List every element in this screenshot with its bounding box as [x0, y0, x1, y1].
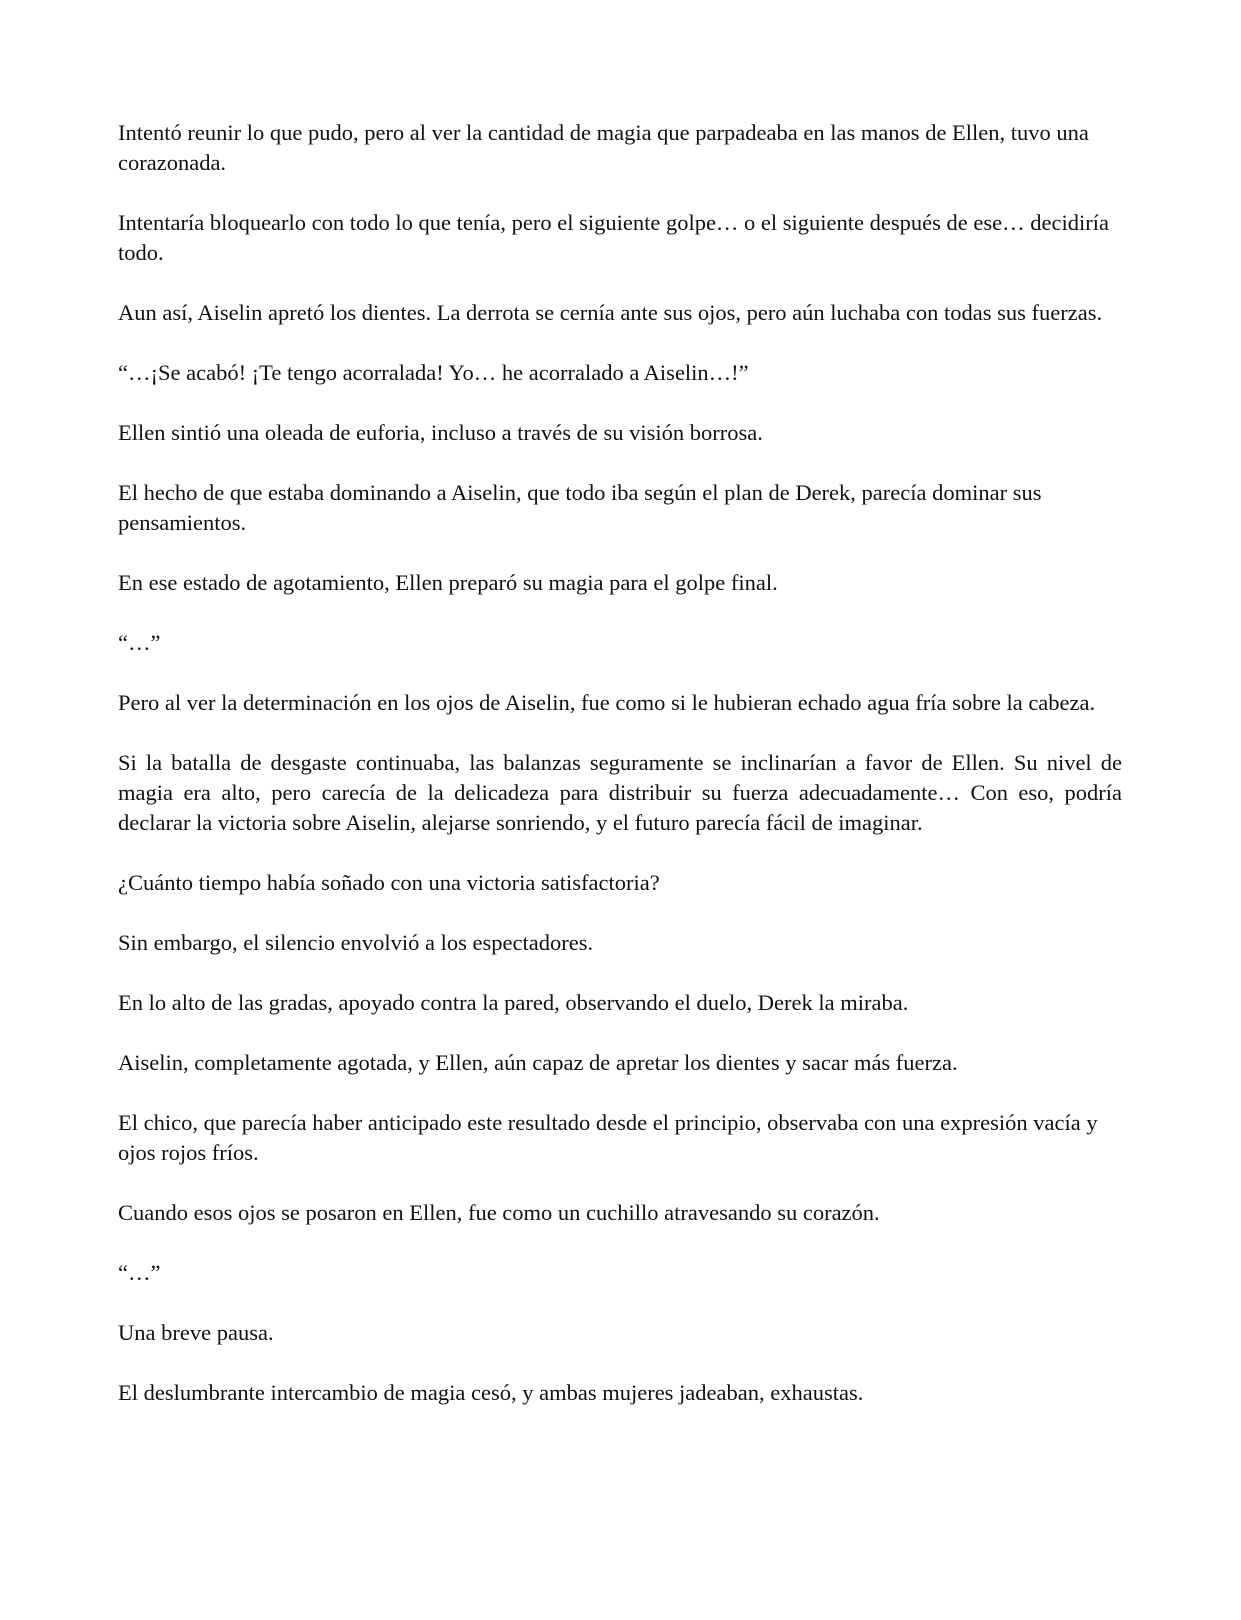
paragraph: ¿Cuánto tiempo había soñado con una victoria satisfactoria?	[118, 870, 660, 895]
paragraph: Sin embargo, el silencio envolvió a los espectadores.	[118, 930, 594, 955]
paragraph: El deslumbrante intercambio de magia cesó, y ambas mujeres jadeaban, exhaustas.	[118, 1380, 864, 1405]
dialogue-line: “…”	[118, 630, 161, 655]
paragraph: Intentaría bloquearlo con todo lo que tenía, pero el siguiente golpe… o el siguiente después de ese… decidiría todo.	[118, 210, 1109, 265]
paragraph: Cuando esos ojos se posaron en Ellen, fue como un cuchillo atravesando su corazón.	[118, 1200, 880, 1225]
dialogue-line: “…”	[118, 1260, 161, 1285]
paragraph: El hecho de que estaba dominando a Aiselin, que todo iba según el plan de Derek, parecía dominar sus pensamientos.	[118, 480, 1042, 535]
paragraph: Intentó reunir lo que pudo, pero al ver la cantidad de magia que parpadeaba en las manos de Ellen, tuvo una corazonada.	[118, 120, 1089, 175]
paragraph: Pero al ver la determinación en los ojos de Aiselin, fue como si le hubieran echado agua fría sobre la cabeza.	[118, 690, 1096, 715]
paragraph: Una breve pausa.	[118, 1320, 274, 1345]
paragraph: Aiselin, completamente agotada, y Ellen, aún capaz de apretar los dientes y sacar más fuerza.	[118, 1050, 958, 1075]
paragraph: Si la batalla de desgaste continuaba, las balanzas seguramente se inclinarían a favor de Ellen. Su nivel de magia era alto, pero carecía de la delicadeza para distribuir su fuerza adecuadamente… Con eso, podría declarar la victoria sobre Aiselin, alejarse sonriendo, y el futuro parecía fácil de imaginar.	[118, 750, 1122, 835]
paragraph: Ellen sintió una oleada de euforia, incluso a través de su visión borrosa.	[118, 420, 763, 445]
paragraph: En ese estado de agotamiento, Ellen preparó su magia para el golpe final.	[118, 570, 778, 595]
body-text	[118, 118, 1122, 1438]
paragraph: En lo alto de las gradas, apoyado contra la pared, observando el duelo, Derek la miraba.	[118, 990, 909, 1015]
dialogue-line: “…¡Se acabó! ¡Te tengo acorralada! Yo… he acorralado a Aiselin…!”	[118, 360, 749, 385]
paragraph: Aun así, Aiselin apretó los dientes. La derrota se cernía ante sus ojos, pero aún luchaba con todas sus fuerzas.	[118, 300, 1103, 325]
paragraph: El chico, que parecía haber anticipado este resultado desde el principio, observaba con una expresión vacía y ojos rojos fríos.	[118, 1110, 1098, 1165]
